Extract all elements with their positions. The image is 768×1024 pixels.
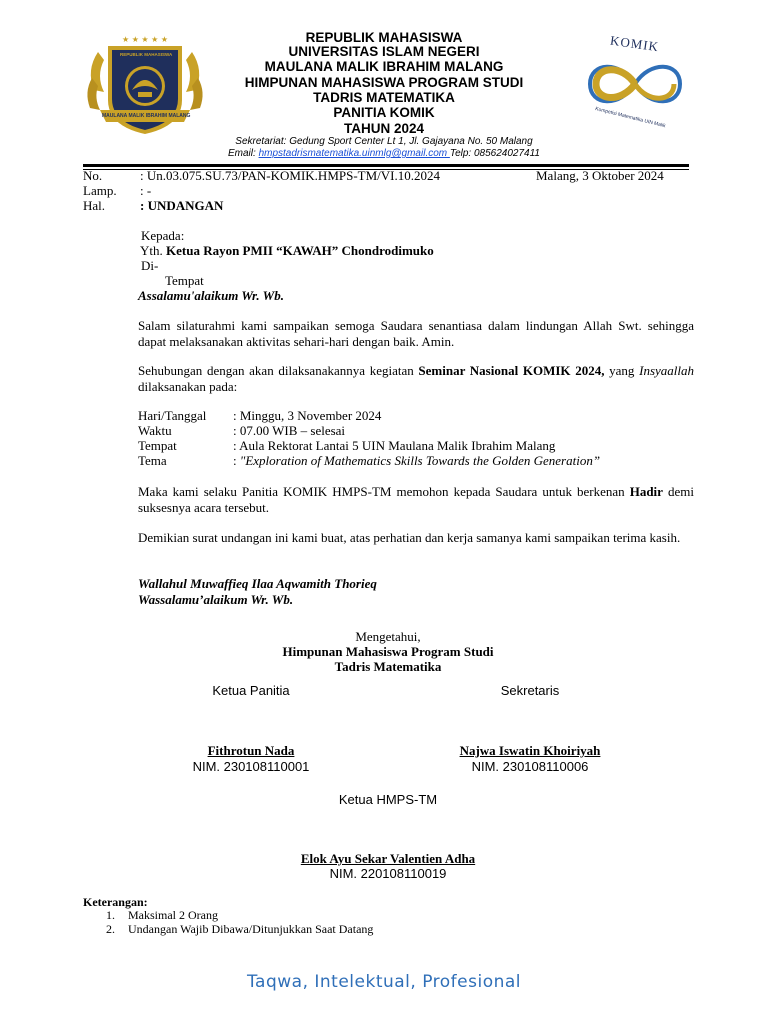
- org-line-2: Tadris Matematika: [334, 659, 442, 674]
- notes-title: Keterangan:: [83, 895, 148, 909]
- tempat-value: : Aula Rektorat Lantai 5 UIN Maulana Malik Ibrahim Malang: [233, 438, 556, 453]
- hari-label: Hari/Tanggal: [138, 408, 207, 423]
- header-address: Sekretariat: Gedung Sport Center Lt 1, Jl. Gajayana No. 50 Malang: [235, 136, 533, 147]
- recipient-name: Ketua Rayon PMII “KAWAH” Chondrodimuko: [166, 243, 434, 258]
- no-value: : Un.03.075.SU.73/PAN-KOMIK.HMPS-TM/VI.10.2024: [140, 168, 440, 183]
- event-name: Seminar Nasional KOMIK 2024,: [418, 363, 605, 378]
- header-line-5: TADRIS MATEMATIKA: [313, 90, 455, 105]
- no-label: No.: [83, 168, 103, 183]
- komik-title: KOMIK: [609, 32, 660, 55]
- header-divider-thick: [83, 164, 689, 167]
- emblem-top-text: REPUBLIK MAHASISWA: [120, 52, 173, 57]
- notes-item: Maksimal 2 Orang: [128, 908, 218, 922]
- ketua-panitia-title: Ketua Panitia: [212, 683, 290, 698]
- hal-label: Hal.: [83, 198, 106, 213]
- sekretaris-title: Sekretaris: [500, 683, 560, 698]
- lamp-label: Lamp.: [83, 183, 117, 198]
- p3-hadir: Hadir: [629, 484, 663, 499]
- header-line-2: UNIVERSITAS ISLAM NEGERI: [288, 44, 480, 59]
- email-link[interactable]: hmpstadrismatematika.uinmlg@gmail.com: [258, 148, 450, 159]
- header-line-3: MAULANA MALIK IBRAHIM MALANG: [264, 59, 504, 74]
- waktu-value: : 07.00 WIB – selesai: [233, 423, 346, 438]
- svg-text:★ ★ ★ ★ ★: ★ ★ ★ ★ ★: [121, 35, 169, 44]
- notes-item: Undangan Wajib Dibawa/Ditunjukkan Saat Datang: [128, 922, 374, 936]
- yth-line: [140, 243, 434, 258]
- p2-part-a: Sehubungan dengan akan dilaksanakannya kegiatan: [138, 363, 419, 378]
- sekretaris-name: Najwa Iswatin Khoiriyah: [459, 743, 601, 758]
- yth-prefix: Yth.: [140, 243, 166, 258]
- closing-line-1: Wallahul Muwaffieq Ilaa Aqwamith Thorieq: [138, 576, 377, 591]
- header-line-7: TAHUN 2024: [343, 121, 425, 136]
- header-line-1: REPUBLIK MAHASISWA: [305, 30, 463, 45]
- waktu-label: Waktu: [138, 423, 172, 438]
- komik-logo: [580, 32, 690, 130]
- tempat-text: Tempat: [165, 273, 204, 288]
- paragraph-2: [138, 363, 694, 394]
- di-text: Di-: [141, 258, 159, 273]
- lamp-value: : -: [140, 183, 152, 198]
- tema-line: [233, 453, 600, 468]
- tema-value: "Exploration of Mathematics Skills Towards the Golden Generation”: [239, 453, 601, 468]
- ketua-hmps-title: Ketua HMPS-TM: [338, 792, 438, 807]
- phone-text: Telp: 085624027411: [449, 148, 540, 159]
- p2-insyaallah: Insyaallah: [639, 363, 694, 378]
- hari-value: : Minggu, 3 November 2024: [233, 408, 382, 423]
- sekretaris-nim: NIM. 230108110006: [471, 759, 589, 774]
- header-line-6: PANITIA KOMIK: [333, 105, 435, 120]
- paragraph-3: [138, 484, 694, 515]
- mengetahui-text: Mengetahui,: [355, 629, 421, 644]
- ketua-hmps-name: Elok Ayu Sekar Valentien Adha: [300, 851, 476, 866]
- header-contact: [0, 148, 768, 160]
- closing-line-2: Wassalamu’alaikum Wr. Wb.: [138, 592, 294, 607]
- ketua-hmps-nim: NIM. 220108110019: [329, 866, 447, 881]
- p3-part-c: demi suksesnya acara tersebut.: [138, 484, 695, 515]
- ketua-panitia-name: Fithrotun Nada: [207, 743, 295, 758]
- tempat-label: Tempat: [138, 438, 177, 453]
- notes-item-number: 2.: [106, 922, 115, 936]
- ketua-panitia-nim: NIM. 230108110001: [192, 759, 310, 774]
- tema-label: Tema: [138, 453, 167, 468]
- p3-part-a: Maka kami selaku Panitia KOMIK HMPS-TM memohon kepada Saudara untuk berkenan: [138, 484, 630, 499]
- org-line-1: Himpunan Mahasiswa Program Studi: [282, 644, 494, 659]
- email-label: Email:: [228, 148, 259, 159]
- p2-part-e: dilaksanakan pada:: [138, 378, 238, 394]
- paragraph-4: Demikian surat undangan ini kami buat, atas perhatian dan kerja samanya kami sampaikan terima kasih.: [138, 530, 681, 545]
- greeting-text: Assalamu'alaikum Wr. Wb.: [138, 288, 284, 303]
- kepada-text: Kepada:: [141, 228, 185, 243]
- komik-caption: Kompetisi Matematika UIN Malik: [594, 106, 667, 130]
- tema-colon: :: [233, 453, 240, 468]
- footer-motto: Taqwa, Intelektual, Profesional: [246, 972, 522, 992]
- p2-part-c: yang: [609, 363, 640, 378]
- emblem-bottom-text: MAULANA MALIK IBRAHIM MALANG: [102, 113, 191, 119]
- header-line-4: HIMPUNAN MAHASISWA PROGRAM STUDI: [244, 75, 524, 90]
- hal-value: : UNDANGAN: [140, 198, 224, 213]
- paragraph-1: Salam silaturahmi kami sampaikan semoga Saudara senantiasa dalam lindungan Allah Swt. sehingga dapat melaksanakan aktivitas sehari-hari dengan baik. Amin.: [138, 318, 694, 349]
- letter-date: Malang, 3 Oktober 2024: [536, 168, 664, 183]
- notes-item-number: 1.: [106, 908, 115, 922]
